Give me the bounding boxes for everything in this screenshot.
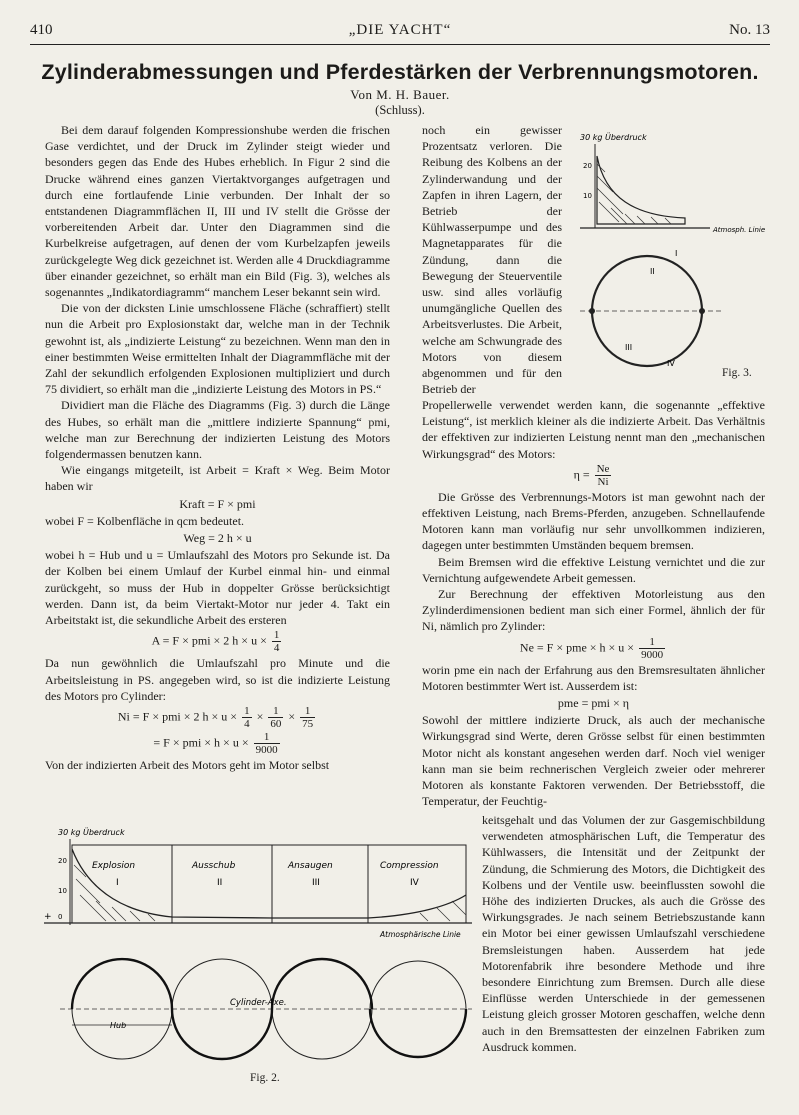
article-author: Von M. H. Bauer.: [350, 87, 450, 102]
fig3-pin-right: [699, 308, 705, 314]
figure-2: [40, 825, 480, 1070]
fig2-tick: 10: [58, 887, 67, 895]
fraction: $\frac{1}{4}$: [273, 629, 280, 655]
journal-title: „DIE YACHT“: [348, 22, 452, 38]
paragraph: noch ein gewisser Prozentsatz verloren. Die Reibung des Kolbens an der Zylinderwandung und der Zapfen in ihren Lagern, der Betrieb der Kühlwasserpumpe und des Magnetapparates für die Zündung, dann die Bewegung der Steuerventile usw. sind alles vorläufig unumgängliche Quellen des Arbeitsverlustes. Die Arbeit, welche am Schwungrade des Motors von diesem abgenommen und für den Betrieb der: [422, 123, 562, 397]
left-column: [45, 122, 390, 773]
equation-weg: Weg = 2 h × u: [183, 531, 252, 546]
fig3-atm-label: Atmosph. Linie: [713, 226, 766, 234]
paragraph: Bei dem darauf folgenden Kompressionshube werden die frischen Gase verdichtet, und der Druck im Zylinder steigt wieder und besonders gegen das Ende des Hubes erheblich. In Figur 2 sind die Drucke während eines ganzen Viertaktvorganges aufgetragen und durch eine fortlaufende Linie verbunden. Der Inhalt der so entstandenen Diagrammflächen II, III und IV stellt die Grösse der vorbereitenden Arbeit dar. Unter den Diagrammen sind die Kurbelkreise aufgetragen, auf denen der vom Kurbelzapfen jeweils zurückgelegte Weg dick gezeichnet ist. Werden alle 4 Druckdiagramme über einander gezeichnet, so erhält man ein Bild (Fig. 3), welches als sogenanntes „Indikatordiagramm“ manchem Leser bekannt sein wird.: [45, 123, 390, 300]
phase-num: III: [312, 878, 320, 888]
fig2-axis-label: Cylinder-Axe.: [230, 998, 287, 1008]
right-lower-column: [482, 812, 765, 1055]
paragraph: Die von der dicksten Linie umschlossene Fläche (schraffiert) stellt nun die Arbeit pro Explosionstakt dar, welche man in der Technik gewohnt ist, als „indizierte Leistung“ zu bezeichnen. Wenn man den in einer bestimmten Weise ermittelten Inhalt der Diagrammfläche mit der Zahl der sekundlich erfolgenden Explosionen multipliziert und durch 75 dividiert, so erhält man die „indizierte Leistung des Motors in PS.“: [45, 301, 390, 397]
fig3-pin-left: [589, 308, 595, 314]
phase-label-compression: Compression: [380, 861, 439, 871]
page-header: [30, 22, 770, 42]
fig3-hatched-area: [597, 156, 685, 224]
fraction: $\frac{Ne}{Ni}$: [596, 462, 610, 488]
paragraph: Von der indizierten Arbeit des Motors geht im Motor selbst: [45, 757, 330, 772]
fig3-caption: Fig. 3.: [722, 367, 752, 379]
fraction: $\frac{1}{9000}$: [641, 635, 664, 661]
equation-ni-simplified: = F × pmi × h × u × $\frac{1}{9000}$: [153, 730, 278, 756]
equation-pme: pme = pmi × η: [557, 696, 630, 711]
fraction: $\frac{1}{75}$: [302, 704, 314, 730]
paragraph: Zur Berechnung der effektiven Motorleistung aus den Zylinderdimensionen bedient man sich einer Formel, ähnlich der für Ni, nämlich pro Zylinder:: [422, 587, 765, 634]
fig3-tick: 20: [583, 162, 592, 170]
fig2-y-label: 30 kg Überdruck: [58, 828, 125, 837]
paragraph: wobei h = Hub und u = Umlaufszahl des Motors pro Sekunde ist. Da der Kolben bei einem Umlauf der Kurbel einmal hin- und einmal zurückgeht, so muss der Hub in doppelter Grösse berücksichtigt werden. Dann ist, da beim Viertakt-Motor nur jeder 4. Takt ein Arbeitstakt ist, die sekundliche Arbeit des ersteren: [45, 548, 390, 628]
phase-label-explosion: Explosion: [92, 861, 136, 871]
fraction: $\frac{1}{9000}$: [255, 730, 278, 756]
phase-num: IV: [410, 878, 419, 888]
fig3-mark: IV: [667, 359, 675, 368]
equation-arbeit: A = F × pmi × 2 h × u × $\frac{1}{4}$: [151, 629, 280, 655]
paragraph: Die Grösse des Verbrennungs-Motors ist man gewohnt nach der effektiven Leistung, nach Brems-Pferden, anzugeben. Schnellaufende Motoren kann man vorläufig nur sehr unvollkommen indizieren, dagegen unter bestimmten Umständen bequem bremsen.: [422, 489, 765, 553]
fig2-tick: 0: [58, 913, 63, 921]
header-rule: [30, 44, 770, 45]
fig2-pressure-curve: [72, 849, 466, 918]
fig3-mark: III: [625, 343, 633, 352]
fig2-hub-label: Hub: [110, 1021, 127, 1030]
fig2-tick: 20: [58, 857, 67, 865]
fig3-mark: II: [650, 267, 655, 276]
paragraph: Sowohl der mittlere indizierte Druck, als auch der mechanische Wirkungsgrad sind Werte, deren Grösse selbst für einen bestimmten Motor nicht als konstant angesehen werden darf. Noch viel weniger kann man sie beim rechnerischen Vergleich zweier oder mehrerer Motoren als konstante Faktoren verwenden. Der Betriebsstoff, die Temperatur, der Feuchtig-: [422, 713, 765, 809]
fig2-caption: Fig. 2.: [250, 1072, 280, 1084]
article-title: Zylinderabmessungen und Pferdestärken der Verbrennungsmotoren.: [41, 60, 759, 84]
paragraph: Beim Bremsen wird die effektive Leistung vernichtet und die zur Vernichtung aufgewendete Arbeit gemessen.: [422, 554, 765, 585]
paragraph: Da nun gewöhnlich die Umlaufszahl pro Minute und die Arbeitsleistung in PS. angegeben wird, so ist die indizierte Leistung des Motors pro Cylinder:: [45, 656, 390, 703]
issue-number: No. 13: [729, 22, 770, 38]
fraction: $\frac{1}{4}$: [244, 704, 250, 730]
equation-ni: Ni = F × pmi × 2 h × u × $\frac{1}{4}$ × $\frac{1}{60}$ × $\frac{1}{75}$: [117, 704, 314, 730]
paragraph: wobei F = Kolbenfläche in qcm bedeutet.: [45, 513, 245, 528]
fraction: $\frac{1}{60}$: [270, 704, 282, 730]
phase-label-ansaugen: Ansaugen: [288, 861, 333, 871]
figure-3: [575, 128, 775, 390]
right-narrow-column: [422, 122, 562, 397]
fig3-mark: I: [675, 249, 678, 258]
fig3-y-label: 30 kg Überdruck: [580, 133, 647, 142]
paragraph: Propellerwelle verwendet werden kann, die sogenannte „effektive Leistung“, ist merklich kleiner als die indizierte Arbeit. Das Verhältnis der effektiven zur indizierten Leistung nennt man den „mechanischen Wirkungsgrad“ des Motors:: [422, 398, 765, 461]
paragraph: worin pme ein nach der Erfahrung aus den Bremsresultaten ähnlicher Motoren bestimmter Wert ist. Ausserdem ist:: [422, 662, 765, 693]
fig3-tick: 10: [583, 192, 592, 200]
fig2-phase-boxes: [72, 845, 466, 923]
article-note: (Schluss).: [375, 103, 425, 117]
equation-kraft: Kraft = F × pmi: [179, 496, 256, 511]
equation-ne: Ne = F × pme × h × u × $\frac{1}{9000}$: [519, 635, 664, 661]
paragraph: keitsgehalt und das Volumen der zur Gasgemischbildung verwendeten atmosphärischen Luft, die Temperatur des Kühlwassers, die Intensität und der Zeitpunkt der Zündung, die Schmierung des Motors, die Dichtigkeit des Kolbens und der Ventile usw. beeinflussten sowohl die Höhe des indizierten Druckes, als auch die Grösse des Wirkungsgrades. Je nach seinem Betriebszustande kann ein Motor bei einer gewissen Umlaufszahl verschiedene Bremsleistungen haben. Ausserdem hat jede Motorenfabrik ihre besondere Methode und ihre besondere Einrichtung zum Bremsen. Durch alle diese Einflüsse werden Unterschiede in der gemessenen Leistung gleich grosser Motoren geschaffen, welche denn auch in den Bremsattesten der einzelnen Fabriken zum Ausdruck kommen.: [482, 813, 765, 1054]
phase-num: II: [217, 878, 223, 888]
paragraph: Wie eingangs mitgeteilt, ist Arbeit = Kraft × Weg. Beim Motor haben wir: [45, 463, 390, 494]
fig2-tick: +: [44, 912, 52, 922]
phase-label-ausschub: Ausschub: [192, 861, 236, 871]
phase-num: I: [116, 878, 119, 888]
equation-eta: η = $\frac{Ne}{Ni}$: [573, 462, 610, 488]
fig2-hatching: [74, 865, 466, 921]
paragraph: Dividiert man die Fläche des Diagramms (Fig. 3) durch die Länge des Hubes, so erhält man die „mittlere indizierte Spannung“ pmi, welche man zur Berechnung der indizierten Leistung des Motors folgendermassen benutzen kann.: [45, 398, 390, 462]
page-number: 410: [30, 22, 53, 38]
right-column: [422, 397, 765, 809]
fig2-atm-label: Atmosphärische Linie: [380, 930, 461, 939]
